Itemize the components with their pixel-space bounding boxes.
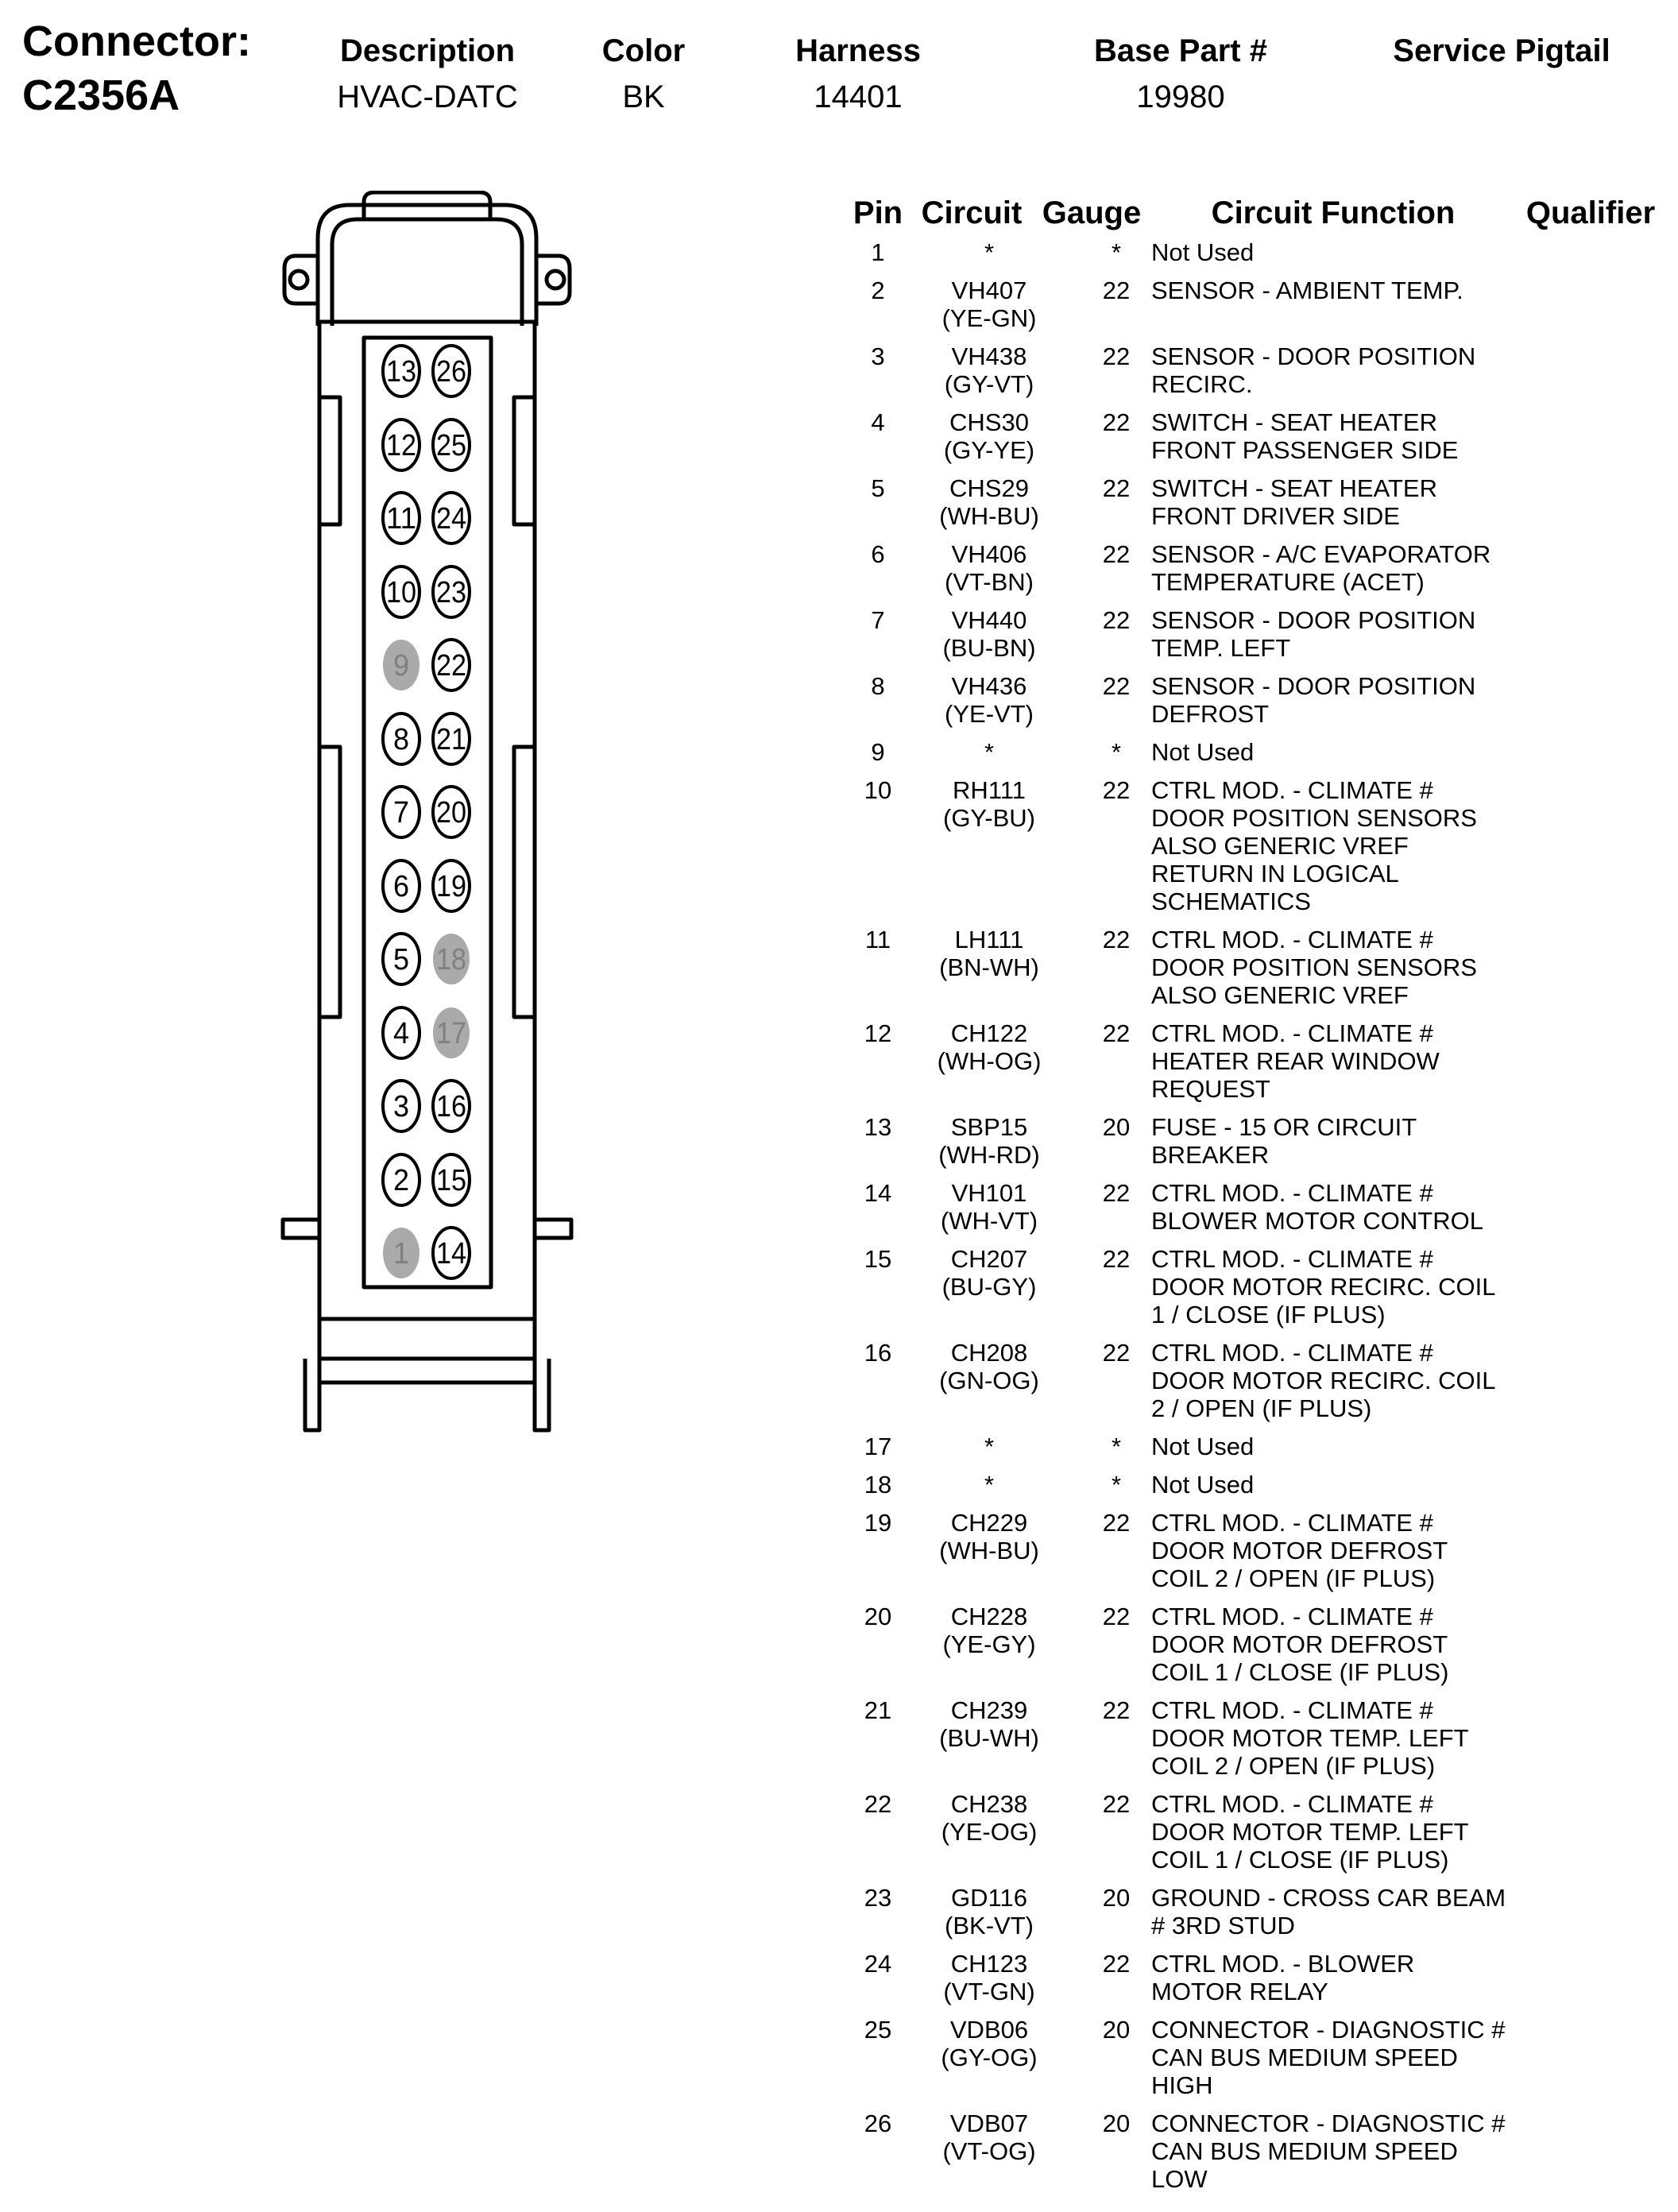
wire-color: (BK-VT) [945,1912,1034,1939]
wire-color: (WH-BU) [939,1537,1039,1564]
circuit-cell [930,1179,1049,1235]
pin-number: 8 [871,672,885,700]
circuit-function-line: COIL 2 / OPEN (IF PLUS) [1151,1752,1436,1780]
pin-cavity-label: 10 [386,576,416,609]
pin-cavity-label: 16 [436,1090,466,1123]
circuit-cell [930,1790,1049,1846]
pin-cavity-label: 4 [393,1017,409,1050]
circuit-cell [930,1884,1049,1939]
pin-cavity-label: 19 [436,870,466,903]
gauge-value: 22 [1102,1790,1131,1818]
description-label: Description [339,33,516,68]
gauge-value: 22 [1102,1339,1131,1367]
pin-number: 12 [864,1019,892,1047]
circuit-id: VH101 [951,1179,1027,1207]
circuit-function-line: 1 / CLOSE (IF PLUS) [1151,1301,1386,1328]
circuit-function-line: LOW [1151,2165,1208,2193]
wire-color: (GY-OG) [941,2044,1038,2071]
pin-number: 7 [871,606,885,634]
circuit-function [1151,1509,1541,1592]
circuit-function [1151,1113,1541,1169]
gauge-header: Gauge [1042,195,1142,230]
pin-cavity-label: 3 [393,1090,409,1123]
wire-color: (YE-GY) [942,1630,1036,1658]
circuit-id: CHS30 [949,408,1029,436]
gauge-value: 22 [1102,474,1131,502]
circuit-function-line: CTRL MOD. - CLIMATE # [1151,776,1433,804]
circuit-function [1151,342,1541,398]
circuit-function [1151,474,1541,530]
circuit-cell [930,776,1049,832]
gauge-value: 22 [1102,606,1131,634]
circuit-function-line: COIL 2 / OPEN (IF PLUS) [1151,1564,1436,1592]
circuit-function-line: SENSOR - DOOR POSITION [1151,342,1476,370]
circuit-function [1151,276,1541,304]
connector-hood-inner-outline [332,219,522,326]
pin-cavity-label: 2 [393,1164,409,1197]
pin-cavity-label: 5 [393,943,409,976]
circuit-function-line: DOOR MOTOR RECIRC. COIL [1151,1273,1496,1301]
circuit-cell [930,2110,1049,2165]
gauge-value: 22 [1102,1950,1131,1978]
pin-cavity-label: 24 [436,502,466,536]
pin-cavity-label: 7 [393,796,409,830]
circuit-id: GD116 [951,1884,1027,1912]
pin-number: 4 [871,408,885,436]
wire-color: (GN-OG) [939,1367,1039,1394]
circuit-function-line: CONNECTOR - DIAGNOSTIC # [1151,2016,1506,2044]
gauge-value: 22 [1102,408,1131,436]
harness-value: 14401 [814,79,903,114]
gauge-value: * [1111,738,1122,766]
circuit-cell [930,926,1049,981]
circuit-function-line: MOTOR RELAY [1151,1978,1328,2005]
circuit-function-line: CTRL MOD. - CLIMATE # [1151,926,1433,953]
pin-cavity-label: 6 [393,870,409,903]
right-rib-lower [514,747,535,1017]
circuit-function-line: DEFROST [1151,700,1270,728]
pin-number: 10 [864,776,892,804]
pin-number: 21 [864,1696,892,1724]
circuit-function-line: CTRL MOD. - CLIMATE # [1151,1696,1433,1724]
circuit-function-line: 2 / OPEN (IF PLUS) [1151,1394,1372,1422]
circuit-cell [930,342,1049,398]
circuit-cell [930,738,1049,766]
wire-color: (VT-OG) [942,2137,1036,2165]
pin-number: 5 [871,474,885,502]
pin-cavity-label: 26 [436,355,466,389]
gauge-value: 20 [1102,1884,1131,1912]
circuit-function-line: FRONT DRIVER SIDE [1151,502,1400,530]
pin-number: 25 [864,2016,892,2044]
circuit-function-line: CTRL MOD. - CLIMATE # [1151,1179,1433,1207]
wire-color: (YE-VT) [945,700,1034,728]
gauge-value: 22 [1102,1019,1131,1047]
circuit-id: CH207 [950,1245,1028,1273]
wire-color: (BU-GY) [941,1273,1037,1301]
gauge-value: 22 [1102,1696,1131,1724]
left-rib-lower [319,747,340,1017]
pin-number: 22 [864,1790,892,1818]
gauge-value: 20 [1102,2110,1131,2137]
circuit-function-line: CAN BUS MEDIUM SPEED [1151,2044,1458,2071]
pin-number: 26 [864,2110,892,2137]
circuit-cell [930,1603,1049,1658]
circuit-function [1151,1339,1541,1422]
description-value: HVAC-DATC [337,79,518,114]
circuit-id: CH123 [950,1950,1028,1978]
circuit-cell [930,1433,1049,1460]
pin-number: 14 [864,1179,892,1207]
circuit-id: VH438 [951,342,1027,370]
wire-color: (GY-YE) [943,436,1035,464]
pin-number: 9 [871,738,885,766]
circuit-function [1151,776,1541,915]
circuit-function [1151,1245,1541,1328]
pin-number: 13 [864,1113,892,1141]
circuit-id: CH208 [950,1339,1028,1367]
connector-left-wing [283,1220,319,1238]
circuit-function-line: CTRL MOD. - CLIMATE # [1151,1245,1433,1273]
circuit-function [1151,2110,1541,2193]
harness-label: Harness [795,33,921,68]
pin-cavity-label: 15 [436,1164,466,1197]
circuit-cell [930,1339,1049,1394]
wire-color: (WH-BU) [939,502,1039,530]
circuit-function-line: SWITCH - SEAT HEATER [1151,408,1437,436]
circuit-function-line: ALSO GENERIC VREF [1151,981,1409,1009]
circuit-cell [930,2016,1049,2071]
wire-color: (YE-OG) [941,1818,1038,1846]
gauge-value: 22 [1102,1603,1131,1630]
circuit-function-line: CTRL MOD. - CLIMATE # [1151,1339,1433,1367]
gauge-value: 22 [1102,776,1131,804]
circuit-function-line: # 3RD STUD [1151,1912,1295,1939]
connector-label: Connector: [22,17,251,65]
circuit-function [1151,540,1541,596]
gauge-value: 20 [1102,1113,1131,1141]
circuit-function [1151,1884,1541,1939]
circuit-function [1151,238,1541,266]
wire-color: (VT-BN) [945,568,1034,596]
circuit-function-line: DOOR MOTOR DEFROST [1151,1537,1448,1564]
circuit-function [1151,1790,1541,1874]
connector-id: C2356A [22,72,180,119]
circuit-function [1151,926,1541,1009]
pin-number: 19 [864,1509,892,1537]
pin-cavity-label: 12 [386,429,416,462]
base-part-label: Base Part # [1094,33,1267,68]
circuit-cell [930,672,1049,728]
gauge-value: 22 [1102,276,1131,304]
circuit-function-line: BLOWER MOTOR CONTROL [1151,1207,1483,1235]
circuit-function-line: CTRL MOD. - CLIMATE # [1151,1019,1433,1047]
circuit-function-line: CAN BUS MEDIUM SPEED [1151,2137,1458,2165]
circuit-function [1151,672,1541,728]
circuit-header: Circuit [921,195,1023,230]
circuit-function-line: GROUND - CROSS CAR BEAM [1151,1884,1506,1912]
pin-number: 15 [864,1245,892,1273]
gauge-value: 22 [1102,1509,1131,1537]
circuit-function-line: BREAKER [1151,1141,1270,1169]
pin-cavity-label: 9 [393,649,409,683]
gauge-value: * [1111,1471,1122,1499]
circuit-function-line: DOOR MOTOR DEFROST [1151,1630,1448,1658]
color-label: Color [601,33,686,68]
circuit-function [1151,1433,1541,1460]
pin-number: 11 [864,926,891,953]
circuit-function-line: SENSOR - DOOR POSITION [1151,672,1476,700]
circuit-function-line: RECIRC. [1151,370,1253,398]
left-rib-upper [319,397,340,524]
circuit-function-line: SENSOR - A/C EVAPORATOR [1151,540,1491,568]
circuit-function-line: FUSE - 15 OR CIRCUIT [1151,1113,1417,1141]
circuit-function-line: Not Used [1151,1433,1255,1460]
circuit-id: * [984,738,995,766]
circuit-cell [930,1019,1049,1075]
circuit-cell [930,276,1049,332]
pin-cavity-label: 14 [436,1237,466,1270]
connector-left-ear-hole [290,271,307,288]
circuit-id: CH122 [950,1019,1028,1047]
wire-color: (BU-WH) [939,1724,1039,1752]
circuit-cell [930,1113,1049,1169]
circuit-function-line: SENSOR - DOOR POSITION [1151,606,1476,634]
circuit-id: VH436 [951,672,1027,700]
circuit-id: CH229 [950,1509,1028,1537]
gauge-value: * [1111,238,1122,266]
circuit-function [1151,1603,1541,1686]
pin-cavity-label: 23 [436,576,466,609]
gauge-value: 22 [1102,540,1131,568]
circuit-function-line: DOOR MOTOR TEMP. LEFT [1151,1724,1469,1752]
circuit-cell [930,238,1049,266]
gauge-value: 22 [1102,342,1131,370]
circuit-id: LH111 [954,926,1024,953]
circuit-function-line: TEMP. LEFT [1151,634,1291,662]
circuit-function-line: COIL 1 / CLOSE (IF PLUS) [1151,1658,1449,1686]
circuit-id: VH440 [951,606,1027,634]
circuit-function-line: ALSO GENERIC VREF [1151,832,1409,860]
circuit-cell [930,1471,1049,1499]
circuit-function-line: TEMPERATURE (ACET) [1151,568,1425,596]
circuit-cell [930,1509,1049,1564]
circuit-function [1151,408,1541,464]
circuit-id: RH111 [953,776,1026,804]
circuit-cell [930,408,1049,464]
pin-cavity-label: 8 [393,723,409,756]
circuit-id: CH238 [950,1790,1028,1818]
pin-cavity-label: 21 [436,723,466,756]
base-part-value: 19980 [1136,79,1225,114]
pin-number: 2 [871,276,885,304]
circuit-function-line: CTRL MOD. - CLIMATE # [1151,1790,1433,1818]
circuit-function-line: DOOR POSITION SENSORS [1151,804,1477,832]
connector-right-ear-hole [547,271,564,288]
color-value: BK [622,79,665,114]
gauge-value: 22 [1102,926,1131,953]
circuit-cell [930,1245,1049,1301]
circuit-function-line: DOOR POSITION SENSORS [1151,953,1477,981]
pin-cavity-label: 22 [436,649,466,683]
circuit-cell [930,474,1049,530]
circuit-id: VDB07 [949,2110,1029,2137]
gauge-value: 22 [1102,1179,1131,1207]
wire-color: (YE-GN) [941,304,1037,332]
connector-right-leg [535,1359,549,1430]
wire-color: (GY-BU) [943,804,1035,832]
circuit-function-line: Not Used [1151,1471,1255,1499]
circuit-id: VH406 [951,540,1027,568]
pin-number: 1 [871,238,885,266]
circuit-cell [930,540,1049,596]
connector-left-leg [305,1359,319,1430]
wire-color: (WH-RD) [938,1141,1040,1169]
wire-color: (BU-BN) [942,634,1036,662]
circuit-function-line: CTRL MOD. - BLOWER [1151,1950,1415,1978]
wire-color: (VT-GN) [943,1978,1035,2005]
gauge-value: 22 [1102,1245,1131,1273]
circuit-function-line: CTRL MOD. - CLIMATE # [1151,1603,1433,1630]
pin-cavity-label: 18 [436,943,466,976]
circuit-function-line: Not Used [1151,238,1255,266]
pin-table [846,238,1672,2201]
pin-cavity-label: 13 [386,355,416,389]
circuit-function [1151,2016,1541,2099]
pin-number: 23 [864,1884,892,1912]
circuit-id: * [984,1471,995,1499]
circuit-function [1151,1019,1541,1103]
connector-skirt-outline [319,1319,535,1359]
connector-hood-outline [318,205,536,326]
wire-color: (WH-OG) [937,1047,1042,1075]
circuit-function-line: FRONT PASSENGER SIDE [1151,436,1459,464]
circuit-id: VDB06 [949,2016,1029,2044]
pin-cavity-label: 25 [436,429,466,462]
connector-face-diagram [270,191,588,1446]
circuit-cell [930,1696,1049,1752]
circuit-id: CH228 [950,1603,1028,1630]
circuit-function-line: RETURN IN LOGICAL [1151,860,1399,888]
circuit-function-line: HEATER REAR WINDOW [1151,1047,1440,1075]
pin-cavity-label: 20 [436,796,466,830]
gauge-value: 22 [1102,672,1131,700]
wire-color: (GY-VT) [944,370,1034,398]
pin-number: 16 [864,1339,892,1367]
circuit-function-line: SCHEMATICS [1151,888,1311,915]
circuit-id: SBP15 [950,1113,1028,1141]
gauge-value: 20 [1102,2016,1131,2044]
qualifier-header: Qualifier [1525,195,1656,230]
pin-number: 24 [864,1950,892,1978]
circuit-function-line: DOOR MOTOR TEMP. LEFT [1151,1818,1469,1846]
pin-number: 20 [864,1603,892,1630]
circuit-function [1151,606,1541,662]
circuit-cell [930,1950,1049,2005]
circuit-function-line: REQUEST [1151,1075,1270,1103]
circuit-function-line: HIGH [1151,2071,1213,2099]
circuit-function-line: DOOR MOTOR RECIRC. COIL [1151,1367,1496,1394]
pin-number: 18 [864,1471,892,1499]
pin-cavity-label: 17 [436,1017,466,1050]
circuit-function-line: COIL 1 / CLOSE (IF PLUS) [1151,1846,1449,1874]
circuit-id: * [984,1433,995,1460]
connector-body-outline [319,322,535,1319]
right-rib-upper [514,397,535,524]
gauge-value: * [1111,1433,1122,1460]
circuit-cell [930,606,1049,662]
pin-header: Pin [853,195,903,230]
circuit-function-line: Not Used [1151,738,1255,766]
circuit-id: * [984,238,995,266]
circuit-function [1151,738,1541,766]
connector-right-wing [535,1220,571,1238]
pin-number: 6 [871,540,885,568]
wire-color: (WH-VT) [940,1207,1038,1235]
circuit-id: CHS29 [949,474,1029,502]
circuit-function-header: Circuit Function [1211,195,1456,230]
circuit-function [1151,1471,1541,1499]
circuit-function-line: SWITCH - SEAT HEATER [1151,474,1437,502]
service-pigtail-label: Service Pigtail [1393,33,1610,68]
circuit-id: CH239 [950,1696,1028,1724]
pin-number: 17 [864,1433,892,1460]
circuit-id: VH407 [951,276,1027,304]
circuit-function-line: SENSOR - AMBIENT TEMP. [1151,276,1463,304]
circuit-function [1151,1696,1541,1780]
circuit-function [1151,1950,1541,2005]
circuit-function-line: CTRL MOD. - CLIMATE # [1151,1509,1433,1537]
circuit-function [1151,1179,1541,1235]
pin-cavity-label: 11 [386,502,416,536]
circuit-function-line: CONNECTOR - DIAGNOSTIC # [1151,2110,1506,2137]
pin-number: 3 [871,342,885,370]
pin-cavity-label: 1 [393,1237,409,1270]
wire-color: (BN-WH) [939,953,1039,981]
